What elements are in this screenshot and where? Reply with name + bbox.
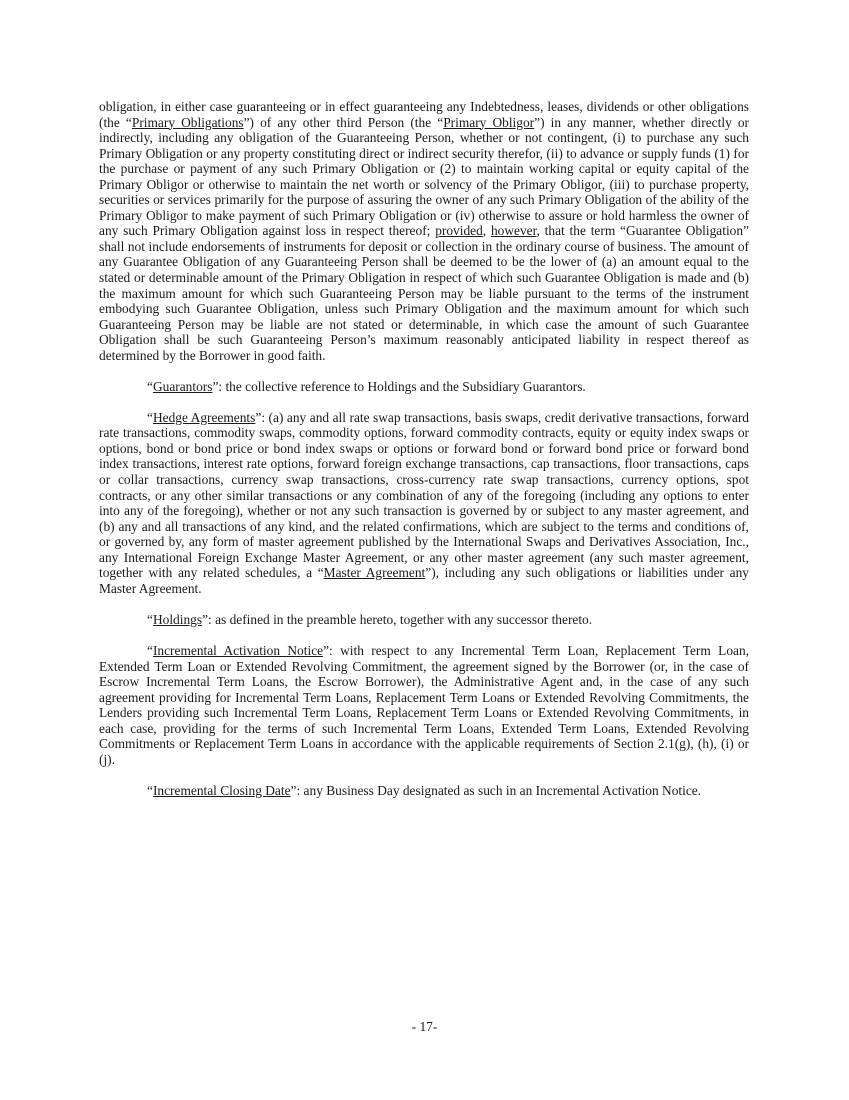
open-quote: “ <box>147 782 153 798</box>
paragraph-text: , <box>482 223 491 239</box>
definition-text: ”: (a) any and all rate swap transactions, basis swaps, credit derivative transactions, forward rate transactions, commodity swaps, commodity options, forward commodity contracts, equity or equity index swaps or options, bond or bond price or bond index swaps or options or forward bond or forward bond price or forward bond index transactions, interest rate options, forward foreign exchange transactions, cap transactions, floor transactions, caps or collar transactions, currency swap transactions, cross-currency rate swap transactions, currency options, spot contracts, or any other similar transactions or any combination of any of the foregoing (including any options to enter into any of the foregoing), whether or not any such transaction is governed by or subject to any master agreement, and (b) any and all transactions of any kind, and the related confirmations, which are subject to the terms and conditions of, or governed by, any form of master agreement published by the International Swaps and Derivatives Association, Inc., any International Foreign Exchange Master Agreement, or any other master agreement (any such master agreement, together with any related schedules, a “ <box>99 409 749 581</box>
however-term: however <box>490 223 537 239</box>
open-quote: “ <box>147 378 153 394</box>
definition-text: ”: with respect to any Incremental Term Loan, Replacement Term Loan, Extended Term Loan or Extended Revolving Commitment, the agreement signed by the Borrower (or, in the case of Escrow Incremental Term Loans, the Escrow Borrower), the Administrative Agent and, in the case of any such agreement providing for Incremental Term Loans, Replacement Term Loans or Extended Revolving Commitments, the Lenders providing such Incremental Term Loans, Replacement Term Loans or Extended Revolving Commitments, in each case, providing for the terms of such Incremental Term Loans, Extended Term Loans, Extended Revolving Commitments or Replacement Term Loans in accordance with the applicable requirements of Section 2.1(g), (h), (i) or (j). <box>99 642 749 767</box>
guarantors-definition <box>99 379 749 395</box>
open-quote: “ <box>147 642 153 658</box>
document-page <box>99 99 749 814</box>
defined-term-incremental-closing-date: Incremental Closing Date <box>152 782 291 798</box>
defined-term-primary-obligor: Primary Obligor <box>443 114 535 130</box>
provided-term: provided <box>435 223 483 239</box>
defined-term-guarantors: Guarantors <box>152 378 213 394</box>
definition-text: ”: the collective reference to Holdings and the Subsidiary Guarantors. <box>212 378 586 394</box>
paragraph-text: , that the term “Guarantee Obligation” shall not include endorsements of instruments for deposit or collection in the ordinary course of business. The amount of any Guarantee Obligation of any Guaranteeing Person shall be deemed to be the lower of (a) an amount equal to the stated or determinable amount of the Primary Obligation in respect of which such Guarantee Obligation is made and (b) the maximum amount for which such Guaranteeing Person may be liable pursuant to the terms of the instrument embodying such Guarantee Obligation, unless such Primary Obligation and the maximum amount for which such Guaranteeing Person may be liable are not stated or determinable, in which case the amount of such Guarantee Obligation shall be such Guaranteeing Person’s maximum reasonably anticipated liability in respect thereof as determined by the Borrower in good faith. <box>99 223 750 363</box>
definition-text: ”: as defined in the preamble hereto, together with any successor thereto. <box>202 611 593 627</box>
paragraph-text: ”) in any manner, whether directly or indirectly, including any obligation of the Guaranteeing Person, whether or not contingent, (i) to purchase any such Primary Obligation or any property constituting direct or indirect security therefor, (ii) to advance or supply funds (1) for the purchase or payment of any such Primary Obligation or (2) to maintain working capital or equity capital of the Primary Obligor or otherwise to maintain the net worth or solvency of the Primary Obligor, (iii) to purchase property, securities or services primarily for the purpose of assuring the owner of any such Primary Obligation of the ability of the Primary Obligor to make payment of such Primary Obligation or (iv) otherwise to assure or hold harmless the owner of any such Primary Obligation against loss in respect thereof; <box>99 114 750 239</box>
guarantee-obligation-paragraph <box>99 99 749 363</box>
open-quote: “ <box>147 611 153 627</box>
defined-term-master-agreement: Master Agreement <box>323 565 426 581</box>
incremental-activation-notice-definition <box>99 643 749 767</box>
defined-term-holdings: Holdings <box>152 611 203 627</box>
definition-text: ”), including any such obligations or liabilities under any Master Agreement. <box>99 565 750 596</box>
page-number: - 17- <box>411 1019 438 1034</box>
open-quote: “ <box>147 409 153 425</box>
paragraph-text: ”) of any other third Person (the “ <box>243 114 444 130</box>
paragraph-text: obligation, in either case guaranteeing or in effect guaranteeing any Indebtedness, leases, dividends or other obligations (the “ <box>99 99 749 130</box>
defined-term-hedge-agreements: Hedge Agreements <box>152 409 256 425</box>
defined-term-incremental-activation-notice: Incremental Activation Notice <box>152 642 324 658</box>
holdings-definition <box>99 612 749 628</box>
incremental-closing-date-definition <box>99 783 749 799</box>
hedge-agreements-definition <box>99 410 749 597</box>
definition-text: ”: any Business Day designated as such in an Incremental Activation Notice. <box>290 782 702 798</box>
defined-term-primary-obligations: Primary Obligations <box>131 114 244 130</box>
